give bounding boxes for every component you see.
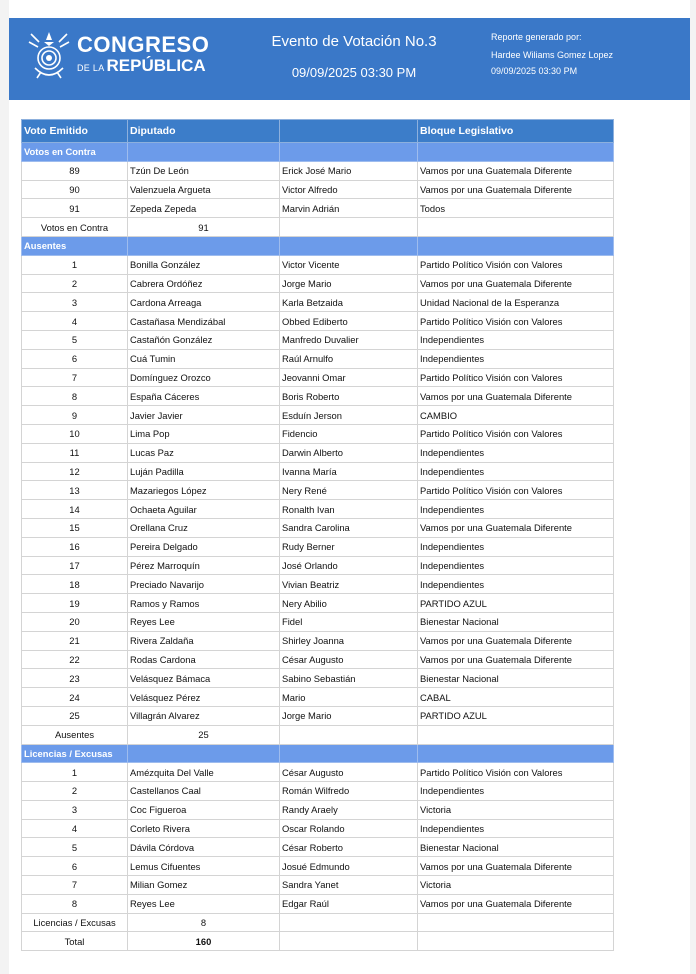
- deputy-given-name: Oscar Rolando: [280, 819, 418, 838]
- deputy-surname: Ramos y Ramos: [128, 594, 280, 613]
- legislative-bloc: PARTIDO AZUL: [418, 706, 614, 725]
- legislative-bloc: Independientes: [418, 537, 614, 556]
- table-row: [22, 293, 614, 312]
- deputy-given-name: Vivian Beatriz: [280, 575, 418, 594]
- deputy-given-name: Ronalth Ivan: [280, 500, 418, 519]
- section-summary-row: [22, 218, 614, 237]
- section-header-row: [22, 236, 614, 255]
- legislative-bloc: Vamos por una Guatemala Diferente: [418, 631, 614, 650]
- deputy-surname: Cabrera Ordóñez: [128, 274, 280, 293]
- deputy-surname: Lucas Paz: [128, 443, 280, 462]
- deputy-surname: Ochaeta Aguilar: [128, 500, 280, 519]
- table-row: [22, 274, 614, 293]
- deputy-surname: Zepeda Zepeda: [128, 199, 280, 218]
- table-row: [22, 255, 614, 274]
- row-number: 4: [22, 819, 128, 838]
- row-number: 5: [22, 330, 128, 349]
- org-name-prefix: DE LA: [77, 63, 105, 73]
- legislative-bloc: PARTIDO AZUL: [418, 594, 614, 613]
- legislative-bloc: Independientes: [418, 500, 614, 519]
- row-number: 25: [22, 706, 128, 725]
- legislative-bloc: Victoria: [418, 876, 614, 895]
- table-row: [22, 782, 614, 801]
- table-row: [22, 631, 614, 650]
- deputy-surname: Reyes Lee: [128, 612, 280, 631]
- legislative-bloc: Partido Político Visión con Valores: [418, 481, 614, 500]
- table-row: [22, 443, 614, 462]
- legislative-bloc: Vamos por una Guatemala Diferente: [418, 518, 614, 537]
- section-empty-cell: [128, 236, 280, 255]
- row-number: 7: [22, 876, 128, 895]
- votes-table-body: [22, 143, 614, 951]
- deputy-surname: Domínguez Orozco: [128, 368, 280, 387]
- deputy-surname: Bonilla González: [128, 255, 280, 274]
- table-row: [22, 706, 614, 725]
- table-row: [22, 424, 614, 443]
- total-row: [22, 932, 614, 951]
- total-empty-cell: [418, 932, 614, 951]
- section-empty-cell: [280, 744, 418, 763]
- section-summary-count: 8: [128, 913, 280, 932]
- deputy-given-name: César Augusto: [280, 763, 418, 782]
- deputy-given-name: Jorge Mario: [280, 274, 418, 293]
- legislative-bloc: Independientes: [418, 443, 614, 462]
- row-number: 5: [22, 838, 128, 857]
- row-number: 89: [22, 161, 128, 180]
- row-number: 9: [22, 406, 128, 425]
- deputy-surname: Lima Pop: [128, 424, 280, 443]
- deputy-given-name: Sabino Sebastián: [280, 669, 418, 688]
- row-number: 11: [22, 443, 128, 462]
- deputy-surname: Reyes Lee: [128, 894, 280, 913]
- table-row: [22, 819, 614, 838]
- deputy-given-name: Edgar Raúl: [280, 894, 418, 913]
- legislative-bloc: Vamos por una Guatemala Diferente: [418, 650, 614, 669]
- total-empty-cell: [280, 932, 418, 951]
- deputy-given-name: Marvin Adrián: [280, 199, 418, 218]
- legislative-bloc: Bienestar Nacional: [418, 612, 614, 631]
- deputy-given-name: Shirley Joanna: [280, 631, 418, 650]
- deputy-given-name: César Roberto: [280, 838, 418, 857]
- legislative-bloc: Vamos por una Guatemala Diferente: [418, 180, 614, 199]
- deputy-given-name: Boris Roberto: [280, 387, 418, 406]
- deputy-surname: Pérez Marroquín: [128, 556, 280, 575]
- deputy-given-name: Fidencio: [280, 424, 418, 443]
- deputy-given-name: José Orlando: [280, 556, 418, 575]
- deputy-given-name: Sandra Carolina: [280, 518, 418, 537]
- row-number: 2: [22, 274, 128, 293]
- deputy-given-name: Nery Abilio: [280, 594, 418, 613]
- deputy-surname: Javier Javier: [128, 406, 280, 425]
- row-number: 17: [22, 556, 128, 575]
- congress-emblem-icon: [25, 28, 73, 84]
- votes-table: [21, 119, 614, 951]
- deputy-given-name: Randy Araely: [280, 800, 418, 819]
- deputy-given-name: Román Wilfredo: [280, 782, 418, 801]
- row-number: 6: [22, 349, 128, 368]
- summary-empty-cell: [418, 218, 614, 237]
- deputy-surname: Amézquita Del Valle: [128, 763, 280, 782]
- legislative-bloc: Independientes: [418, 575, 614, 594]
- deputy-surname: Castañón González: [128, 330, 280, 349]
- legislative-bloc: Vamos por una Guatemala Diferente: [418, 857, 614, 876]
- table-row: [22, 894, 614, 913]
- legislative-bloc: CABAL: [418, 688, 614, 707]
- row-number: 22: [22, 650, 128, 669]
- table-row: [22, 161, 614, 180]
- report-datetime: 09/09/2025 03:30 PM: [491, 66, 578, 76]
- summary-empty-cell: [418, 725, 614, 744]
- row-number: 2: [22, 782, 128, 801]
- deputy-surname: Rivera Zaldaña: [128, 631, 280, 650]
- legislative-bloc: Independientes: [418, 556, 614, 575]
- legislative-bloc: Vamos por una Guatemala Diferente: [418, 274, 614, 293]
- section-summary-label: Votos en Contra: [22, 218, 128, 237]
- table-row: [22, 462, 614, 481]
- deputy-surname: Pereira Delgado: [128, 537, 280, 556]
- section-header-row: [22, 143, 614, 162]
- table-row: [22, 518, 614, 537]
- deputy-given-name: Jeovanni Omar: [280, 368, 418, 387]
- legislative-bloc: Independientes: [418, 819, 614, 838]
- section-summary-count: 25: [128, 725, 280, 744]
- deputy-surname: España Cáceres: [128, 387, 280, 406]
- legislative-bloc: Independientes: [418, 462, 614, 481]
- deputy-surname: Coc Figueroa: [128, 800, 280, 819]
- deputy-given-name: Mario: [280, 688, 418, 707]
- event-title: Evento de Votación No.3: [271, 33, 437, 50]
- deputy-surname: Castañasa Mendizábal: [128, 312, 280, 331]
- row-number: 23: [22, 669, 128, 688]
- table-row: [22, 575, 614, 594]
- deputy-surname: Lemus Cifuentes: [128, 857, 280, 876]
- row-number: 13: [22, 481, 128, 500]
- deputy-given-name: Karla Betzaida: [280, 293, 418, 312]
- table-row: [22, 537, 614, 556]
- section-empty-cell: [418, 236, 614, 255]
- row-number: 12: [22, 462, 128, 481]
- section-empty-cell: [128, 744, 280, 763]
- section-empty-cell: [418, 744, 614, 763]
- deputy-given-name: Manfredo Duvalier: [280, 330, 418, 349]
- table-row: [22, 180, 614, 199]
- report-generated-label: Reporte generado por:: [491, 32, 582, 42]
- row-number: 20: [22, 612, 128, 631]
- org-name-main: REPÚBLICA: [106, 56, 206, 75]
- deputy-given-name: Ivanna María: [280, 462, 418, 481]
- section-summary-label: Ausentes: [22, 725, 128, 744]
- row-number: 10: [22, 424, 128, 443]
- column-header-row: [22, 120, 614, 143]
- summary-empty-cell: [418, 913, 614, 932]
- section-empty-cell: [418, 143, 614, 162]
- section-title: Licencias / Excusas: [22, 744, 128, 763]
- legislative-bloc: Vamos por una Guatemala Diferente: [418, 387, 614, 406]
- table-row: [22, 688, 614, 707]
- deputy-surname: Velásquez Pérez: [128, 688, 280, 707]
- row-number: 7: [22, 368, 128, 387]
- report-user: Hardee Wiliams Gomez Lopez: [491, 50, 614, 60]
- report-header: [9, 18, 690, 100]
- deputy-given-name: Nery René: [280, 481, 418, 500]
- table-row: [22, 387, 614, 406]
- row-number: 21: [22, 631, 128, 650]
- total-count: 160: [128, 932, 280, 951]
- row-number: 90: [22, 180, 128, 199]
- row-number: 14: [22, 500, 128, 519]
- org-name-line2: [77, 57, 206, 77]
- section-empty-cell: [280, 143, 418, 162]
- table-row: [22, 349, 614, 368]
- row-number: 4: [22, 312, 128, 331]
- section-header-row: [22, 744, 614, 763]
- table-row: [22, 199, 614, 218]
- legislative-bloc: Vamos por una Guatemala Diferente: [418, 161, 614, 180]
- row-number: 1: [22, 763, 128, 782]
- table-row: [22, 406, 614, 425]
- legislative-bloc: Victoria: [418, 800, 614, 819]
- deputy-given-name: Victor Alfredo: [280, 180, 418, 199]
- row-number: 1: [22, 255, 128, 274]
- table-row: [22, 857, 614, 876]
- section-empty-cell: [128, 143, 280, 162]
- legislative-bloc: CAMBIO: [418, 406, 614, 425]
- legislative-bloc: Independientes: [418, 330, 614, 349]
- row-number: 3: [22, 293, 128, 312]
- legislative-bloc: Todos: [418, 199, 614, 218]
- event-datetime: 09/09/2025 03:30 PM: [291, 65, 417, 80]
- table-row: [22, 763, 614, 782]
- row-number: 15: [22, 518, 128, 537]
- deputy-surname: Cuá Tumin: [128, 349, 280, 368]
- column-header-diputado: Diputado: [128, 120, 280, 143]
- legislative-bloc: Independientes: [418, 782, 614, 801]
- deputy-surname: Orellana Cruz: [128, 518, 280, 537]
- row-number: 24: [22, 688, 128, 707]
- section-summary-count: 91: [128, 218, 280, 237]
- table-row: [22, 312, 614, 331]
- deputy-surname: Castellanos Caal: [128, 782, 280, 801]
- deputy-surname: Dávila Córdova: [128, 838, 280, 857]
- deputy-given-name: Victor Vicente: [280, 255, 418, 274]
- legislative-bloc: Unidad Nacional de la Esperanza: [418, 293, 614, 312]
- column-header-voto: Voto Emitido: [22, 120, 128, 143]
- legislative-bloc: Partido Político Visión con Valores: [418, 312, 614, 331]
- section-title: Votos en Contra: [22, 143, 128, 162]
- table-row: [22, 594, 614, 613]
- section-empty-cell: [280, 236, 418, 255]
- legislative-bloc: Partido Político Visión con Valores: [418, 424, 614, 443]
- summary-empty-cell: [280, 218, 418, 237]
- deputy-given-name: César Augusto: [280, 650, 418, 669]
- table-row: [22, 330, 614, 349]
- deputy-surname: Tzún De León: [128, 161, 280, 180]
- legislative-bloc: Partido Político Visión con Valores: [418, 255, 614, 274]
- legislative-bloc: Partido Político Visión con Valores: [418, 763, 614, 782]
- legislative-bloc: Bienestar Nacional: [418, 838, 614, 857]
- org-name-line1: CONGRESO: [77, 32, 210, 57]
- deputy-surname: Mazariegos López: [128, 481, 280, 500]
- deputy-given-name: Darwin Alberto: [280, 443, 418, 462]
- row-number: 8: [22, 894, 128, 913]
- deputy-given-name: Sandra Yanet: [280, 876, 418, 895]
- deputy-given-name: Fidel: [280, 612, 418, 631]
- row-number: 8: [22, 387, 128, 406]
- row-number: 18: [22, 575, 128, 594]
- total-label: Total: [22, 932, 128, 951]
- deputy-surname: Velásquez Bámaca: [128, 669, 280, 688]
- summary-empty-cell: [280, 913, 418, 932]
- deputy-given-name: Esduín Jerson: [280, 406, 418, 425]
- section-summary-row: [22, 725, 614, 744]
- column-header-bloque: Bloque Legislativo: [418, 120, 614, 143]
- row-number: 6: [22, 857, 128, 876]
- section-title: Ausentes: [22, 236, 128, 255]
- table-row: [22, 669, 614, 688]
- deputy-surname: Preciado Navarijo: [128, 575, 280, 594]
- deputy-surname: Rodas Cardona: [128, 650, 280, 669]
- deputy-given-name: Erick José Mario: [280, 161, 418, 180]
- table-row: [22, 800, 614, 819]
- deputy-surname: Milian Gomez: [128, 876, 280, 895]
- section-summary-label: Licencias / Excusas: [22, 913, 128, 932]
- row-number: 16: [22, 537, 128, 556]
- column-header-nombre: [280, 120, 418, 143]
- table-row: [22, 481, 614, 500]
- table-row: [22, 368, 614, 387]
- row-number: 19: [22, 594, 128, 613]
- deputy-surname: Cardona Arreaga: [128, 293, 280, 312]
- deputy-given-name: Obbed Ediberto: [280, 312, 418, 331]
- table-row: [22, 612, 614, 631]
- table-row: [22, 500, 614, 519]
- deputy-surname: Valenzuela Argueta: [128, 180, 280, 199]
- table-row: [22, 838, 614, 857]
- deputy-given-name: Josué Edmundo: [280, 857, 418, 876]
- deputy-surname: Corleto Rivera: [128, 819, 280, 838]
- table-row: [22, 876, 614, 895]
- legislative-bloc: Independientes: [418, 349, 614, 368]
- section-summary-row: [22, 913, 614, 932]
- deputy-given-name: Rudy Berner: [280, 537, 418, 556]
- table-row: [22, 650, 614, 669]
- legislative-bloc: Partido Político Visión con Valores: [418, 368, 614, 387]
- deputy-given-name: Raúl Arnulfo: [280, 349, 418, 368]
- summary-empty-cell: [280, 725, 418, 744]
- deputy-surname: Villagrán Alvarez: [128, 706, 280, 725]
- row-number: 3: [22, 800, 128, 819]
- legislative-bloc: Vamos por una Guatemala Diferente: [418, 894, 614, 913]
- table-row: [22, 556, 614, 575]
- deputy-given-name: Jorge Mario: [280, 706, 418, 725]
- deputy-surname: Luján Padilla: [128, 462, 280, 481]
- row-number: 91: [22, 199, 128, 218]
- legislative-bloc: Bienestar Nacional: [418, 669, 614, 688]
